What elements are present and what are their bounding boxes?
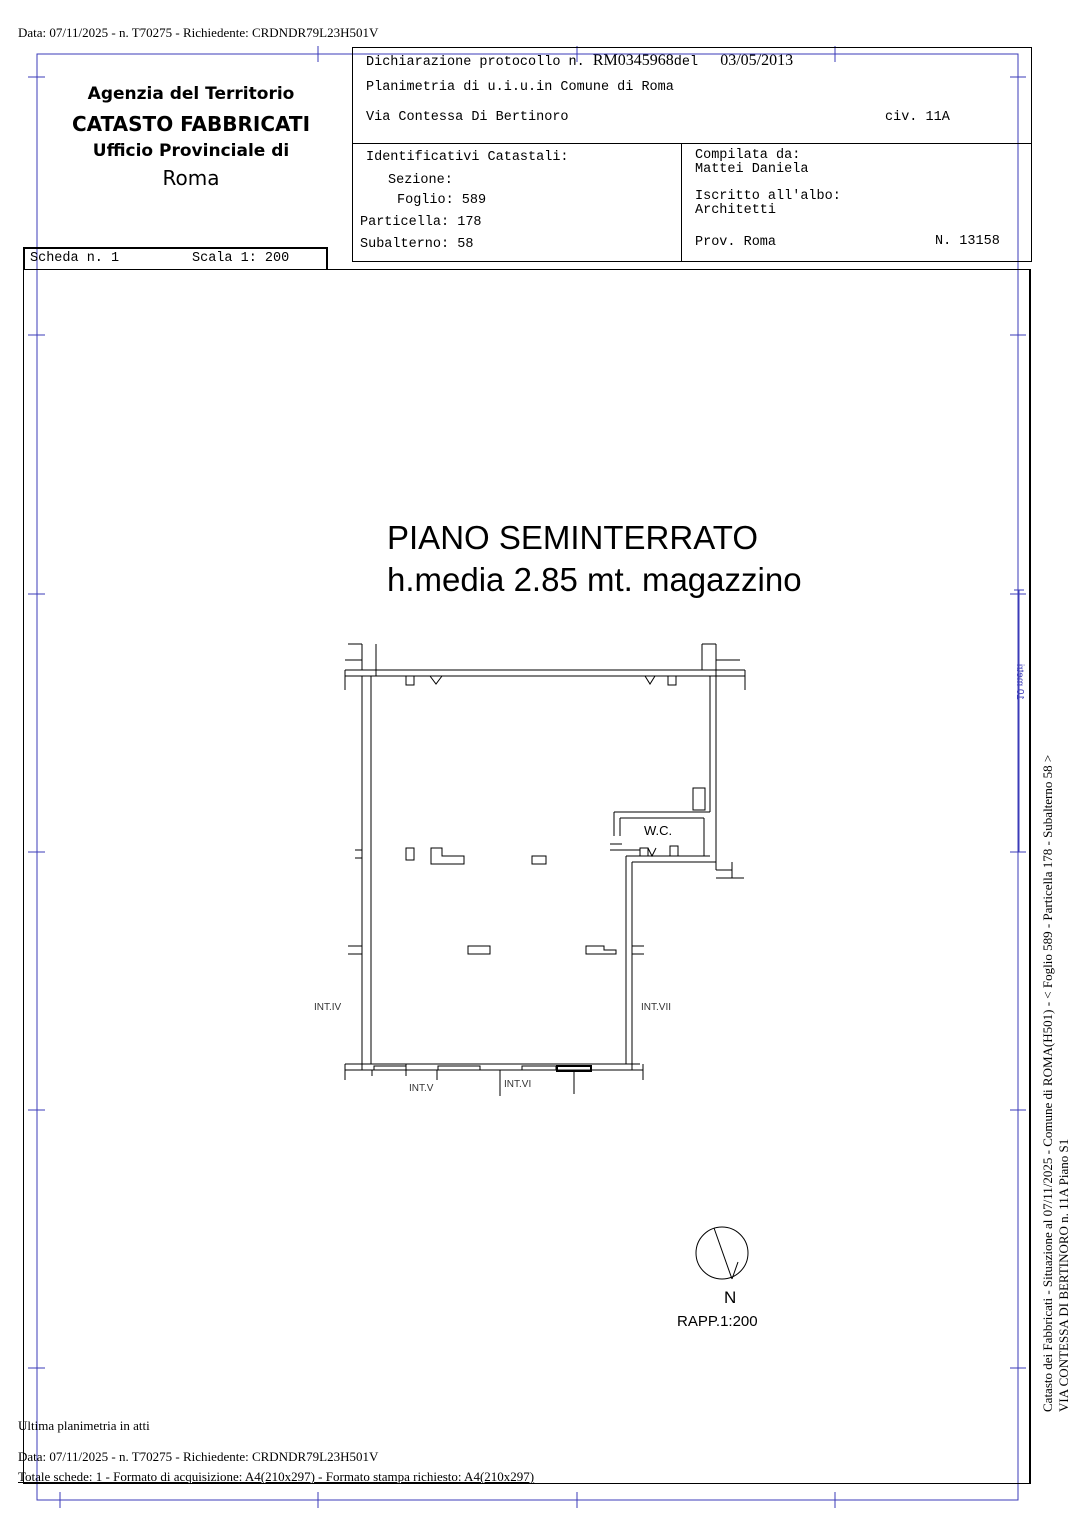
footer-totale: Totale schede: 1 - Formato di acquisizione: A4(210x297) - Formato stampa richiesto: A4(210x297) [18,1469,535,1484]
protocol-date: 03/05/2013 [720,52,794,69]
ufficio-city: Roma [162,166,220,190]
declaration-prefix: Dichiarazione protocollo n. [366,55,585,70]
scheda-number: Scheda n. 1 [30,251,120,266]
int-iv-label: INT.IV [314,1002,342,1013]
sezione-field: Sezione: [388,173,453,188]
albo-label: Iscritto all'albo: [695,189,841,204]
north-label: N [724,1288,737,1307]
int-vi-label: INT.VI [504,1079,532,1090]
footer-ultima: Ultima planimetria in atti [18,1418,150,1433]
scale-bar-caption: 10 metri [1014,663,1025,700]
compiler-label: Compilata da: [695,148,801,163]
scale-ratio: RAPP.1:200 [677,1313,758,1330]
civic-number: civ. 11A [885,110,950,125]
ufficio-label: Ufficio Provinciale di [92,141,290,161]
del-label: del [673,55,699,70]
province-field: Prov. Roma [695,235,777,250]
floor-plan [345,644,748,1279]
int-vii-label: INT.VII [641,1002,672,1013]
side-caption-line1: Catasto dei Fabbricati - Situazione al 07/11/2025 - Comune di ROMA(H501) - < Foglio 589 - Particella 178 - Subalterno 58 > [1040,754,1055,1412]
plan-title: PIANO SEMINTERRATO [387,519,758,556]
side-caption-line2: VIA CONTESSA DI BERTINORO n. 11A Piano S1 [1056,1138,1071,1412]
scale-label: Scala 1: 200 [192,251,290,266]
catasto-title: CATASTO FABBRICATI [71,112,311,136]
address-line: Via Contessa Di Bertinoro [366,110,569,125]
agency-name: Agenzia del Territorio [87,84,295,104]
registration-number: N. 13158 [935,234,1000,249]
protocol-number: RM0345968 [592,52,674,69]
footer-data: Data: 07/11/2025 - n. T70275 - Richiedente: CRDNDR79L23H501V [18,1449,379,1464]
black-frame [24,270,1031,1485]
int-v-label: INT.V [409,1083,434,1094]
particella-field: Particella: 178 [360,215,482,230]
side-caption [1040,755,1072,1412]
planimetria-line: Planimetria di u.i.u.in Comune di Roma [366,80,674,95]
albo-value: Architetti [695,203,777,218]
declaration-line [366,52,793,70]
foglio-field: Foglio: 589 [397,193,487,208]
identifiers-title: Identificativi Catastali: [366,150,569,165]
header-request-line: Data: 07/11/2025 - n. T70275 - Richiedente: CRDNDR79L23H501V [18,25,379,40]
compiler-name: Mattei Daniela [695,162,809,177]
subalterno-field: Subalterno: 58 [360,237,474,252]
wc-label: W.C. [644,823,673,838]
plan-subtitle: h.media 2.85 mt. magazzino [387,561,802,598]
